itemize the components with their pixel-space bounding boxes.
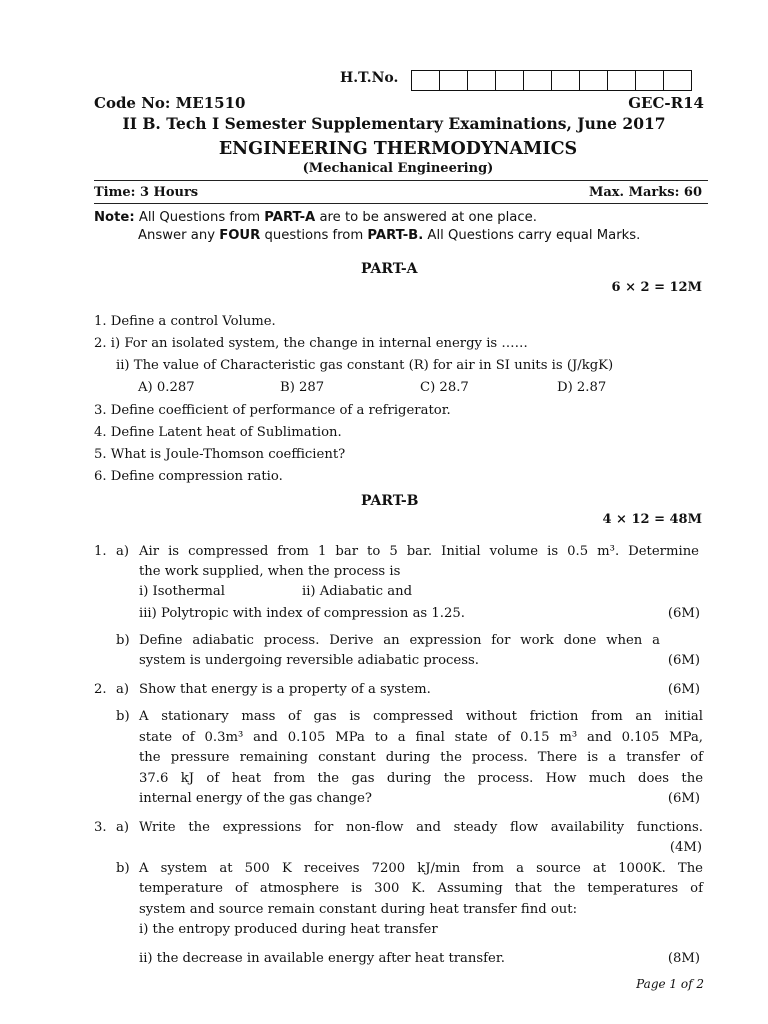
note-part-a: PART-A bbox=[264, 210, 316, 225]
part-a-q6: 6. Define compression ratio. bbox=[94, 469, 283, 484]
q1a-line-1: Air is compressed from 1 bar to 5 bar. Initial volume is 0.5 m³. Determine bbox=[139, 544, 699, 559]
q1a-i: i) Isothermal bbox=[139, 584, 225, 599]
question-number: 1. bbox=[94, 544, 107, 559]
htno-box bbox=[467, 70, 496, 91]
q2b-line-1: A stationary mass of gas is compressed without friction from an initial bbox=[139, 709, 703, 724]
note-text: Answer any bbox=[138, 228, 220, 243]
note-text: All Questions from bbox=[134, 210, 265, 225]
q1b-line-2: system is undergoing reversible adiabatic process. bbox=[139, 653, 479, 668]
q2b-line-4: 37.6 kJ of heat from the gas during the process. How much does the bbox=[139, 771, 703, 786]
htno-boxes bbox=[412, 70, 692, 91]
part-b-title: PART-B bbox=[361, 493, 419, 509]
q2b-line-3: the pressure remaining constant during the process. There is a transfer of bbox=[139, 750, 703, 765]
regulation: GEC-R14 bbox=[628, 94, 704, 112]
sub-label: b) bbox=[116, 709, 130, 724]
option-b: B) 287 bbox=[280, 380, 325, 395]
q3a-text: Write the expressions for non-flow and steady flow availability functions. bbox=[139, 820, 703, 835]
part-a-q1: 1. Define a control Volume. bbox=[94, 314, 276, 329]
htno-label: H.T.No. bbox=[340, 70, 399, 86]
time: Time: 3 Hours bbox=[94, 185, 199, 200]
q3a-marks: (4M) bbox=[669, 840, 702, 855]
q2b-line-2: state of 0.3m³ and 0.105 MPa to a final state of 0.15 m³ and 0.105 MPa, bbox=[139, 730, 703, 745]
part-a-q3: 3. Define coefficient of performance of a refrigerator. bbox=[94, 403, 451, 418]
sub-label: a) bbox=[116, 544, 130, 559]
exam-title: II B. Tech I Semester Supplementary Examinations, June 2017 bbox=[122, 114, 666, 133]
part-a-title: PART-A bbox=[361, 261, 418, 277]
sub-label: b) bbox=[116, 861, 130, 876]
part-a-marks: 6 × 2 = 12M bbox=[611, 280, 702, 295]
note-four: FOUR bbox=[219, 228, 261, 243]
q1a-iii: iii) Polytropic with index of compression as 1.25. bbox=[139, 606, 465, 621]
note-text: questions from bbox=[260, 228, 368, 243]
question-number: 3. bbox=[94, 820, 107, 835]
branch: (Mechanical Engineering) bbox=[302, 161, 494, 176]
note-text: are to be answered at one place. bbox=[315, 210, 537, 225]
q3b-line-3: system and source remain constant during heat transfer find out: bbox=[139, 902, 578, 917]
option-c: C) 28.7 bbox=[420, 380, 469, 395]
part-a-q5: 5. What is Joule-Thomson coefficient? bbox=[94, 447, 346, 462]
q3b-marks: (8M) bbox=[667, 951, 700, 966]
q3b-ii: ii) the decrease in available energy after heat transfer. bbox=[139, 951, 505, 966]
q1b-line-1: Define adiabatic process. Derive an expression for work done when a bbox=[139, 633, 660, 648]
htno-box bbox=[635, 70, 664, 91]
part-a-q2ii: ii) The value of Characteristic gas constant (R) for air in SI units is (J/kgK) bbox=[116, 358, 614, 373]
htno-box bbox=[523, 70, 552, 91]
part-b-marks: 4 × 12 = 48M bbox=[602, 512, 702, 527]
q3b-line-1: A system at 500 K receives 7200 kJ/min from a source at 1000K. The bbox=[139, 861, 703, 876]
htno-box bbox=[411, 70, 440, 91]
q2a-text: Show that energy is a property of a system. bbox=[139, 682, 431, 697]
code-number: Code No: ME1510 bbox=[94, 94, 246, 112]
htno-box bbox=[551, 70, 580, 91]
note-line-1 bbox=[94, 210, 537, 225]
htno-box bbox=[439, 70, 468, 91]
sub-label: a) bbox=[116, 820, 130, 835]
sub-label: b) bbox=[116, 633, 130, 648]
note-label: Note: bbox=[94, 210, 135, 225]
page-number: Page 1 of 2 bbox=[636, 977, 704, 991]
q3b-i: i) the entropy produced during heat transfer bbox=[139, 922, 438, 937]
note-part-b: PART-B. bbox=[367, 228, 424, 243]
option-a: A) 0.287 bbox=[138, 380, 195, 395]
q2a-marks: (6M) bbox=[667, 682, 700, 697]
q1b-marks: (6M) bbox=[667, 653, 700, 668]
q1a-marks: (6M) bbox=[667, 606, 700, 621]
htno-box bbox=[663, 70, 692, 91]
max-marks: Max. Marks: 60 bbox=[588, 185, 702, 200]
q1a-line-2: the work supplied, when the process is bbox=[139, 564, 401, 579]
divider-top bbox=[94, 180, 708, 181]
q3b-line-2: temperature of atmosphere is 300 K. Assuming that the temperatures of bbox=[139, 881, 703, 896]
q2b-marks: (6M) bbox=[667, 791, 700, 806]
htno-box bbox=[495, 70, 524, 91]
q2b-line-5: internal energy of the gas change? bbox=[139, 791, 372, 806]
q1a-ii: ii) Adiabatic and bbox=[302, 584, 413, 599]
question-number: 2. bbox=[94, 682, 107, 697]
option-d: D) 2.87 bbox=[557, 380, 607, 395]
part-a-q2i: 2. i) For an isolated system, the change in internal energy is …… bbox=[94, 336, 528, 351]
part-a-q4: 4. Define Latent heat of Sublimation. bbox=[94, 425, 342, 440]
divider-bottom bbox=[94, 203, 708, 204]
note-text: All Questions carry equal Marks. bbox=[423, 228, 641, 243]
htno-box bbox=[579, 70, 608, 91]
subject-title: ENGINEERING THERMODYNAMICS bbox=[218, 139, 578, 159]
sub-label: a) bbox=[116, 682, 130, 697]
note-line-2 bbox=[138, 228, 640, 243]
htno-box bbox=[607, 70, 636, 91]
